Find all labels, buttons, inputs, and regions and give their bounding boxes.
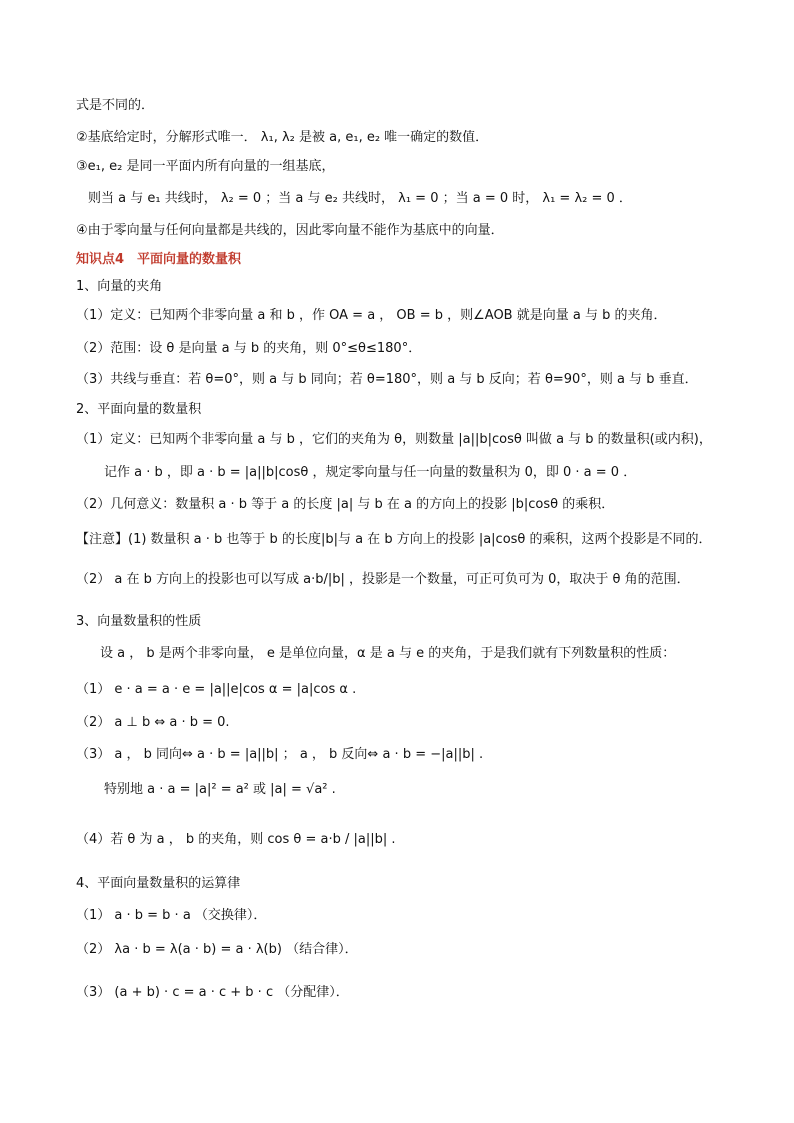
subsection-title: 1、向量的夹角 <box>76 279 163 294</box>
text-line: 则当 a 与 e₁ 共线时， λ₂ = 0 ；当 a 与 e₂ 共线时， λ₁ = 0 ；当 a = 0 时， λ₁ = λ₂ = 0 ． <box>88 191 632 206</box>
text-line: 式是不同的． <box>76 98 155 113</box>
section-heading: 知识点4 平面向量的数量积 <box>76 252 242 267</box>
text-line: 记作 a · b ，即 a · b = |a||b|cosθ ，规定零向量与任一向量的数量积为 0，即 0 · a = 0 ． <box>104 465 637 480</box>
subsection-title: 4、平面向量数量积的运算律 <box>76 876 241 891</box>
text-line: （2）范围：设 θ 是向量 a 与 b 的夹角，则 0°≤θ≤180°． <box>76 341 422 356</box>
formula-line: （3） a ， b 同向⇔ a · b = |a||b| ； a ， b 反向⇔ a · b = −|a||b| . <box>76 747 484 762</box>
text-line: （3）共线与垂直：若 θ=0°，则 a 与 b 同向；若 θ=180°，则 a 与 b 反向；若 θ=90°，则 a 与 b 垂直． <box>76 372 698 387</box>
text-line: （2） a 在 b 方向上的投影也可以写成 a·b/|b| ，投影是一个数量，可正可负可为 0，取决于 θ 角的范围． <box>76 572 690 587</box>
formula-line: （4）若 θ 为 a ， b 的夹角，则 cos θ = a·b / |a||b| . <box>76 832 396 847</box>
text-line: ④由于零向量与任何向量都是共线的，因此零向量不能作为基底中的向量． <box>76 223 504 238</box>
formula-line: （1） a · b = b · a （交换律）． <box>76 908 267 923</box>
text-line: ②基底给定时，分解形式唯一． λ₁, λ₂ 是被 a, e₁, e₂ 唯一确定的数值． <box>76 130 489 145</box>
formula-line: 特别地 a · a = |a|² = a² 或 |a| = √a² . <box>104 782 336 797</box>
note-line: 【注意】(1) 数量积 a · b 也等于 b 的长度|b|与 a 在 b 方向上的投影 |a|cosθ 的乘积，这两个投影是不同的． <box>76 532 712 547</box>
text-line: （2）几何意义：数量积 a · b 等于 a 的长度 |a| 与 b 在 a 的方向上的投影 |b|cosθ 的乘积． <box>76 497 615 512</box>
text-line: ③e₁, e₂ 是同一平面内所有向量的一组基底， <box>76 159 335 174</box>
formula-line: （2） λa · b = λ(a · b) = a · λ(b) （结合律）． <box>76 942 358 957</box>
formula-line: （1） e · a = a · e = |a||e|cos α = |a|cos α . <box>76 682 357 697</box>
text-line: （1）定义：已知两个非零向量 a 与 b ，它们的夹角为 θ，则数量 |a||b|cosθ 叫做 a 与 b 的数量积(或内积)， <box>76 432 712 447</box>
text-line: （1）定义：已知两个非零向量 a 和 b ，作 OA = a ， OB = b ，则∠AOB 就是向量 a 与 b 的夹角． <box>76 308 667 323</box>
text-line: 设 a ， b 是两个非零向量， e 是单位向量，α 是 a 与 e 的夹角，于是我们就有下列数量积的性质： <box>100 646 676 661</box>
formula-line: （3） (a + b) · c = a · c + b · c （分配律）． <box>76 985 349 1000</box>
subsection-title: 3、向量数量积的性质 <box>76 614 202 629</box>
subsection-title: 2、平面向量的数量积 <box>76 402 202 417</box>
formula-line: （2） a ⊥ b ⇔ a · b = 0. <box>76 715 230 730</box>
